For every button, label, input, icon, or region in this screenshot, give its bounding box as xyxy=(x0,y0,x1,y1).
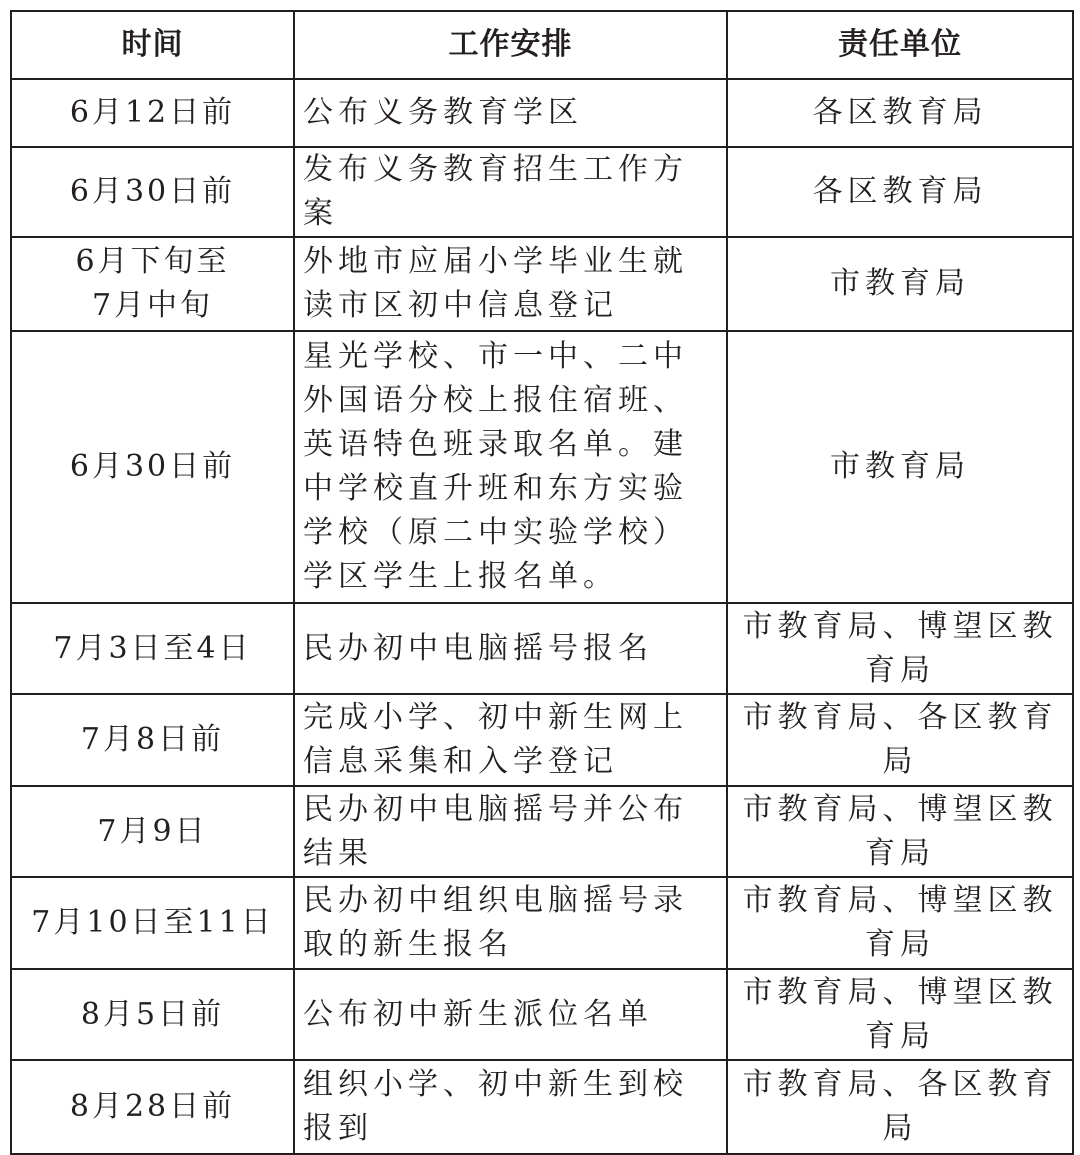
cell-unit: 市教育局、博望区教育局 xyxy=(727,877,1073,969)
cell-time: 7月9日 xyxy=(11,786,294,877)
cell-unit: 市教育局、各区教育局 xyxy=(727,1060,1073,1154)
cell-time: 8月5日前 xyxy=(11,969,294,1060)
table-row xyxy=(11,603,1073,694)
header-task: 工作安排 xyxy=(294,11,727,79)
table-row xyxy=(11,79,1073,147)
cell-time-text: 6月下旬至7月中旬 xyxy=(75,244,230,323)
header-unit: 责任单位 xyxy=(727,11,1073,79)
cell-unit: 市教育局、博望区教育局 xyxy=(727,786,1073,877)
cell-unit: 各区教育局 xyxy=(727,79,1073,147)
cell-unit: 各区教育局 xyxy=(727,147,1073,237)
cell-unit: 市教育局、博望区教育局 xyxy=(727,603,1073,694)
table-row xyxy=(11,237,1073,331)
cell-task: 民办初中组织电脑摇号录取的新生报名 xyxy=(294,877,727,969)
table-row xyxy=(11,331,1073,603)
header-time: 时间 xyxy=(11,11,294,79)
cell-task: 外地市应届小学毕业生就读市区初中信息登记 xyxy=(294,237,727,331)
table-row xyxy=(11,694,1073,786)
cell-time: 7月8日前 xyxy=(11,694,294,786)
cell-time xyxy=(11,237,294,331)
table-row xyxy=(11,147,1073,237)
cell-time: 6月30日前 xyxy=(11,147,294,237)
cell-task: 组织小学、初中新生到校报到 xyxy=(294,1060,727,1154)
cell-unit: 市教育局 xyxy=(727,237,1073,331)
cell-time: 6月12日前 xyxy=(11,79,294,147)
table-row xyxy=(11,786,1073,877)
cell-task: 民办初中电脑摇号并公布结果 xyxy=(294,786,727,877)
enrollment-schedule-table xyxy=(10,10,1074,1155)
cell-task: 公布初中新生派位名单 xyxy=(294,969,727,1060)
cell-task: 民办初中电脑摇号报名 xyxy=(294,603,727,694)
cell-unit: 市教育局 xyxy=(727,331,1073,603)
cell-task: 发布义务教育招生工作方案 xyxy=(294,147,727,237)
cell-time: 7月3日至4日 xyxy=(11,603,294,694)
cell-time: 6月30日前 xyxy=(11,331,294,603)
cell-unit: 市教育局、博望区教育局 xyxy=(727,969,1073,1060)
table-row xyxy=(11,877,1073,969)
table-row xyxy=(11,969,1073,1060)
cell-task: 完成小学、初中新生网上信息采集和入学登记 xyxy=(294,694,727,786)
cell-time: 8月28日前 xyxy=(11,1060,294,1154)
cell-unit: 市教育局、各区教育局 xyxy=(727,694,1073,786)
table-row xyxy=(11,1060,1073,1154)
header-row xyxy=(11,11,1073,79)
cell-task: 公布义务教育学区 xyxy=(294,79,727,147)
cell-time: 7月10日至11日 xyxy=(11,877,294,969)
cell-task: 星光学校、市一中、二中外国语分校上报住宿班、英语特色班录取名单。建中学校直升班和东方实验学校（原二中实验学校）学区学生上报名单。 xyxy=(294,331,727,603)
